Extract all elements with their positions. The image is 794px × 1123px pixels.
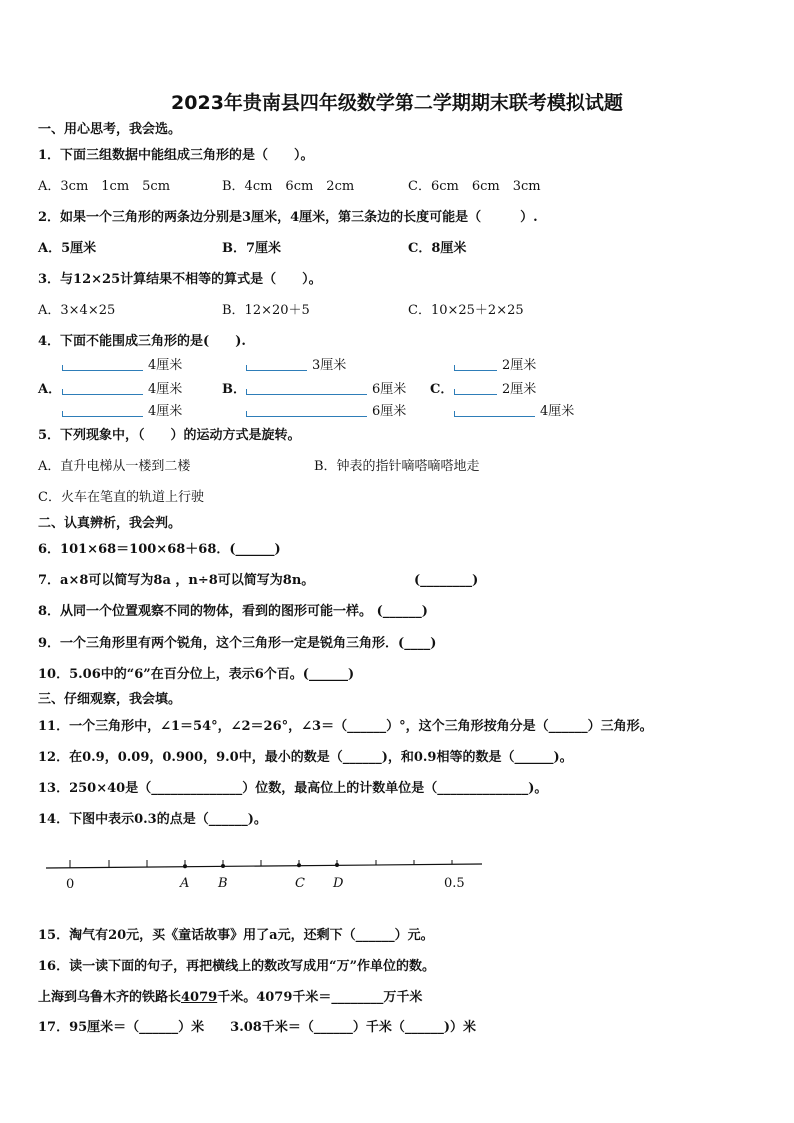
question-13: 13．250×40是（______________）位数，最高位上的计数单位是（______________)。	[38, 781, 548, 796]
question-16-sentence-pre: 上海到乌鲁木齐的铁路长	[38, 990, 182, 1005]
section-heading-3: 三、仔细观察，我会填。	[38, 692, 182, 707]
segment-a1-label: 4厘米	[148, 358, 183, 373]
question-12: 12．在0.9，0.09，0.900，9.0中，最小的数是（______)，和0.9相等的数是（______)。	[38, 750, 573, 765]
question-7-blank: (________)	[414, 573, 479, 588]
question-11: 11．一个三角形中，∠1＝54°，∠2＝26°，∠3＝（______）°，这个三角形按角分是（______）三角形。	[38, 719, 653, 734]
question-8: 8．从同一个位置观察不同的物体，看到的图形可能一样。 (______)	[38, 604, 428, 619]
segment-a2-label: 4厘米	[148, 382, 183, 397]
segment-b2	[246, 389, 367, 395]
number-line-label-c: C	[295, 876, 305, 891]
segment-c1-label: 2厘米	[502, 358, 537, 373]
segment-b1	[246, 365, 307, 371]
question-3-option-b: B．12×20＋5	[222, 303, 310, 318]
question-3-option-c: C．10×25＋2×25	[408, 303, 524, 318]
segment-b1-label: 3厘米	[312, 358, 347, 373]
question-5-stem: 5．下列现象中，（ ）的运动方式是旋转。	[38, 428, 301, 443]
question-4-option-a-label: A．	[38, 382, 62, 397]
segment-c3-label: 4厘米	[540, 404, 575, 419]
point-B	[221, 864, 225, 868]
question-2-option-a: A．5厘米	[38, 241, 97, 256]
question-16-underlined-number: 4079	[181, 990, 218, 1005]
question-2-option-c: C．8厘米	[408, 241, 467, 256]
segment-c2	[454, 389, 497, 395]
question-14-stem: 14．下图中表示0.3的点是（______)。	[38, 812, 267, 827]
question-3-option-a: A．3×4×25	[38, 303, 116, 318]
segment-c3	[454, 411, 535, 417]
number-line	[40, 850, 490, 900]
segment-a1	[62, 365, 143, 371]
segment-b3-label: 6厘米	[372, 404, 407, 419]
question-5-option-c: C．火车在笔直的轨道上行驶	[38, 490, 204, 505]
question-16-sentence	[38, 990, 422, 1006]
question-4-stem: 4．下面不能围成三角形的是( ).	[38, 334, 246, 349]
question-1-option-c: C．6cm 6cm 3cm	[408, 179, 541, 194]
number-line-label-zero: 0	[66, 877, 75, 892]
question-2-option-b: B．7厘米	[222, 241, 282, 256]
page-title: 2023年贵南县四年级数学第二学期期末联考模拟试题	[171, 92, 623, 114]
number-line-label-a: A	[180, 876, 190, 891]
question-17: 17．95厘米＝（______）米 3.08千米＝（______）千米（______)）米	[38, 1020, 476, 1035]
question-1-option-b: B．4cm 6cm 2cm	[222, 179, 355, 194]
point-C	[297, 863, 301, 867]
number-line-axis	[46, 864, 482, 868]
question-10: 10．5.06中的“6”在百分位上，表示6个百。(______)	[38, 667, 355, 682]
question-1-option-a: A．3cm 1cm 5cm	[38, 179, 171, 194]
segment-b3	[246, 411, 367, 417]
section-heading-1: 一、用心思考，我会选。	[38, 122, 182, 137]
point-A	[183, 864, 187, 868]
section-heading-2: 二、认真辨析，我会判。	[38, 516, 182, 531]
segment-a3	[62, 411, 143, 417]
question-4-option-c-label: C．	[430, 382, 454, 397]
segment-b2-label: 6厘米	[372, 382, 407, 397]
question-15: 15．淘气有20元，买《童话故事》用了a元，还剩下（______）元。	[38, 928, 434, 943]
number-line-label-d: D	[333, 876, 344, 891]
question-7-stem: 7．a×8可以简写为8a ，n÷8可以简写为8n。	[38, 573, 315, 588]
question-2-stem: 2．如果一个三角形的两条边分别是3厘米，4厘米，第三条边的长度可能是（ ）.	[38, 210, 538, 225]
question-5-option-b: B．钟表的指针嘀嗒嘀嗒地走	[314, 459, 480, 474]
question-1-stem: 1．下面三组数据中能组成三角形的是（ ）。	[38, 148, 314, 163]
question-3-stem: 3．与12×25计算结果不相等的算式是（ ）。	[38, 272, 322, 287]
number-line-label-b: B	[218, 876, 228, 891]
question-5-option-a: A．直升电梯从一楼到二楼	[38, 459, 191, 474]
question-16-stem: 16．读一读下面的句子，再把横线上的数改写成用“万”作单位的数。	[38, 959, 436, 974]
segment-c2-label: 2厘米	[502, 382, 537, 397]
segment-a3-label: 4厘米	[148, 404, 183, 419]
number-line-label-half: 0.5	[444, 876, 465, 891]
segment-c1	[454, 365, 497, 371]
question-9: 9．一个三角形里有两个锐角，这个三角形一定是锐角三角形．(____)	[38, 636, 437, 651]
segment-a2	[62, 389, 143, 395]
point-D	[335, 863, 339, 867]
question-6: 6．101×68＝100×68＋68．(______)	[38, 542, 281, 557]
question-4-option-b-label: B．	[222, 382, 246, 397]
question-16-sentence-post: 千米。4079千米＝________万千米	[217, 990, 423, 1005]
